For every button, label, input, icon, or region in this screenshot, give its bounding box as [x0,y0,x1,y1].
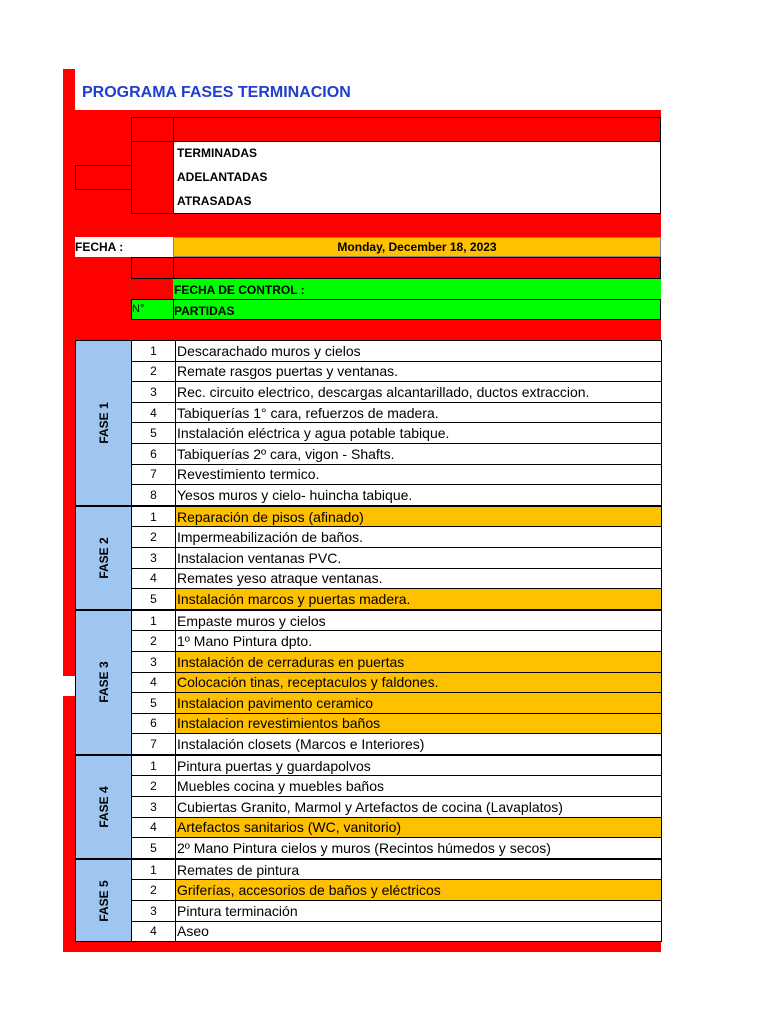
header-partidas: PARTIDAS [174,304,235,318]
table-row [131,838,662,859]
row-number: 4 [131,818,176,838]
legend-adelantadas: ADELANTADAS [177,170,268,184]
row-number: 4 [131,569,176,589]
page-title: PROGRAMA FASES TERMINACION [82,84,351,101]
table-row [131,362,662,383]
row-number: 5 [131,693,176,713]
phase-label-cell [75,610,131,755]
row-partida: 1º Mano Pintura dpto. [176,631,662,651]
row-partida: Tabiquerías 1° cara, refuerzos de madera. [176,403,662,423]
table-row [131,901,662,922]
row-partida: Pintura puertas y guardapolvos [176,756,662,776]
row-number: 4 [131,403,176,423]
legend-header-cell [131,117,174,142]
legend-terminadas: TERMINADAS [177,146,257,160]
table-row [131,714,662,735]
row-partida: Cubiertas Granito, Marmol y Artefactos de cocina (Lavaplatos) [176,797,662,817]
table-row [131,589,662,610]
row-partida: Instalación closets (Marcos e Interiores) [176,734,662,754]
row-number: 7 [131,465,176,485]
row-number: 1 [131,756,176,776]
table-row [131,818,662,839]
table-row [131,797,662,818]
table-row [131,340,662,362]
table-row [131,673,662,694]
row-partida: Instalacion ventanas PVC. [176,548,662,568]
row-number: 3 [131,901,176,921]
phase-label: FASE 3 [96,661,111,703]
fecha-value: Monday, December 18, 2023 [173,237,661,257]
row-partida: Colocación tinas, receptaculos y faldones. [176,673,662,693]
row-partida: Rec. circuito electrico, descargas alcantarillado, ductos extraccion. [176,382,662,402]
row-partida: Remates yeso atraque ventanas. [176,569,662,589]
phase-block [75,859,662,942]
row-partida: Remate rasgos puertas y ventanas. [176,362,662,382]
table-row [131,776,662,797]
row-partida: Impermeabilización de baños. [176,527,662,547]
control-bar [173,257,661,279]
table-row [131,444,662,465]
row-number: 4 [131,673,176,693]
row-partida: Muebles cocina y muebles baños [176,776,662,796]
row-number: 7 [131,734,176,754]
row-partida: Revestimiento termico. [176,465,662,485]
phase-label-cell [75,506,131,610]
row-number: 2 [131,362,176,382]
fecha-control-label: FECHA DE CONTROL : [174,283,305,297]
row-partida: Instalacion revestimientos baños [176,714,662,734]
row-number: 5 [131,423,176,443]
row-number: 3 [131,548,176,568]
table-row [131,922,662,943]
table-row [131,382,662,403]
table-row [131,465,662,486]
legend-side-marker [75,165,132,190]
phase-label-cell [75,340,131,506]
control-num-cell [131,257,174,279]
table-row [131,423,662,444]
legend-swatch-column [131,141,174,214]
phase-label-cell [75,859,131,942]
row-number: 2 [131,880,176,900]
row-partida: Remates de pintura [176,860,662,880]
row-number: 3 [131,797,176,817]
phase-label: FASE 1 [96,402,111,444]
table-row [131,506,662,528]
table-row [131,652,662,673]
table-row [131,610,662,632]
phase-label: FASE 4 [96,786,111,828]
table-row [131,485,662,506]
legend-atrasadas: ATRASADAS [177,194,252,208]
phase-label: FASE 5 [96,879,111,922]
table-row [131,527,662,548]
row-partida: Artefactos sanitarios (WC, vanitorio) [176,818,662,838]
row-number: 5 [131,589,176,609]
fecha-label: FECHA : [75,240,124,254]
phase-label: FASE 2 [96,537,111,579]
table-row [131,880,662,901]
row-number: 1 [131,507,176,527]
legend-header-bar [173,117,661,142]
row-number: 2 [131,631,176,651]
partidas-table [75,340,662,942]
row-partida: Empaste muros y cielos [176,611,662,631]
row-partida: Instalación marcos y puertas madera. [176,589,662,609]
phase-block [75,755,662,859]
row-partida: Instalación eléctrica y agua potable tabique. [176,423,662,443]
header-num: N° [132,303,145,315]
row-partida: Descarachado muros y cielos [176,341,662,361]
row-number: 1 [131,860,176,880]
table-row [131,631,662,652]
phase-block [75,506,662,610]
phase-block [75,340,662,506]
row-number: 6 [131,714,176,734]
row-partida: Reparación de pisos (afinado) [176,507,662,527]
row-partida: Instalación de cerraduras en puertas [176,652,662,672]
table-row [131,693,662,714]
header-partidas-cell [173,299,661,320]
row-number: 4 [131,922,176,942]
red-band-left [63,69,75,676]
row-number: 8 [131,485,176,505]
row-number: 2 [131,527,176,547]
row-partida: Yesos muros y cielo- huincha tabique. [176,485,662,505]
phase-block [75,610,662,755]
row-partida: Griferías, accesorios de baños y eléctricos [176,880,662,900]
table-row [131,755,662,777]
row-number: 1 [131,611,176,631]
row-partida: Pintura terminación [176,901,662,921]
row-number: 6 [131,444,176,464]
table-row [131,548,662,569]
row-number: 3 [131,382,176,402]
row-number: 5 [131,838,176,858]
row-number: 2 [131,776,176,796]
row-partida: 2º Mano Pintura cielos y muros (Recintos húmedos y secos) [176,838,662,858]
table-row [131,569,662,590]
table-row [131,734,662,755]
row-number: 3 [131,652,176,672]
row-partida: Tabiquerías 2º cara, vigon - Shafts. [176,444,662,464]
table-row [131,403,662,424]
phase-label-cell [75,755,131,859]
row-number: 1 [131,341,176,361]
table-row [131,859,662,881]
row-partida: Aseo [176,922,662,942]
row-partida: Instalacion pavimento ceramico [176,693,662,713]
